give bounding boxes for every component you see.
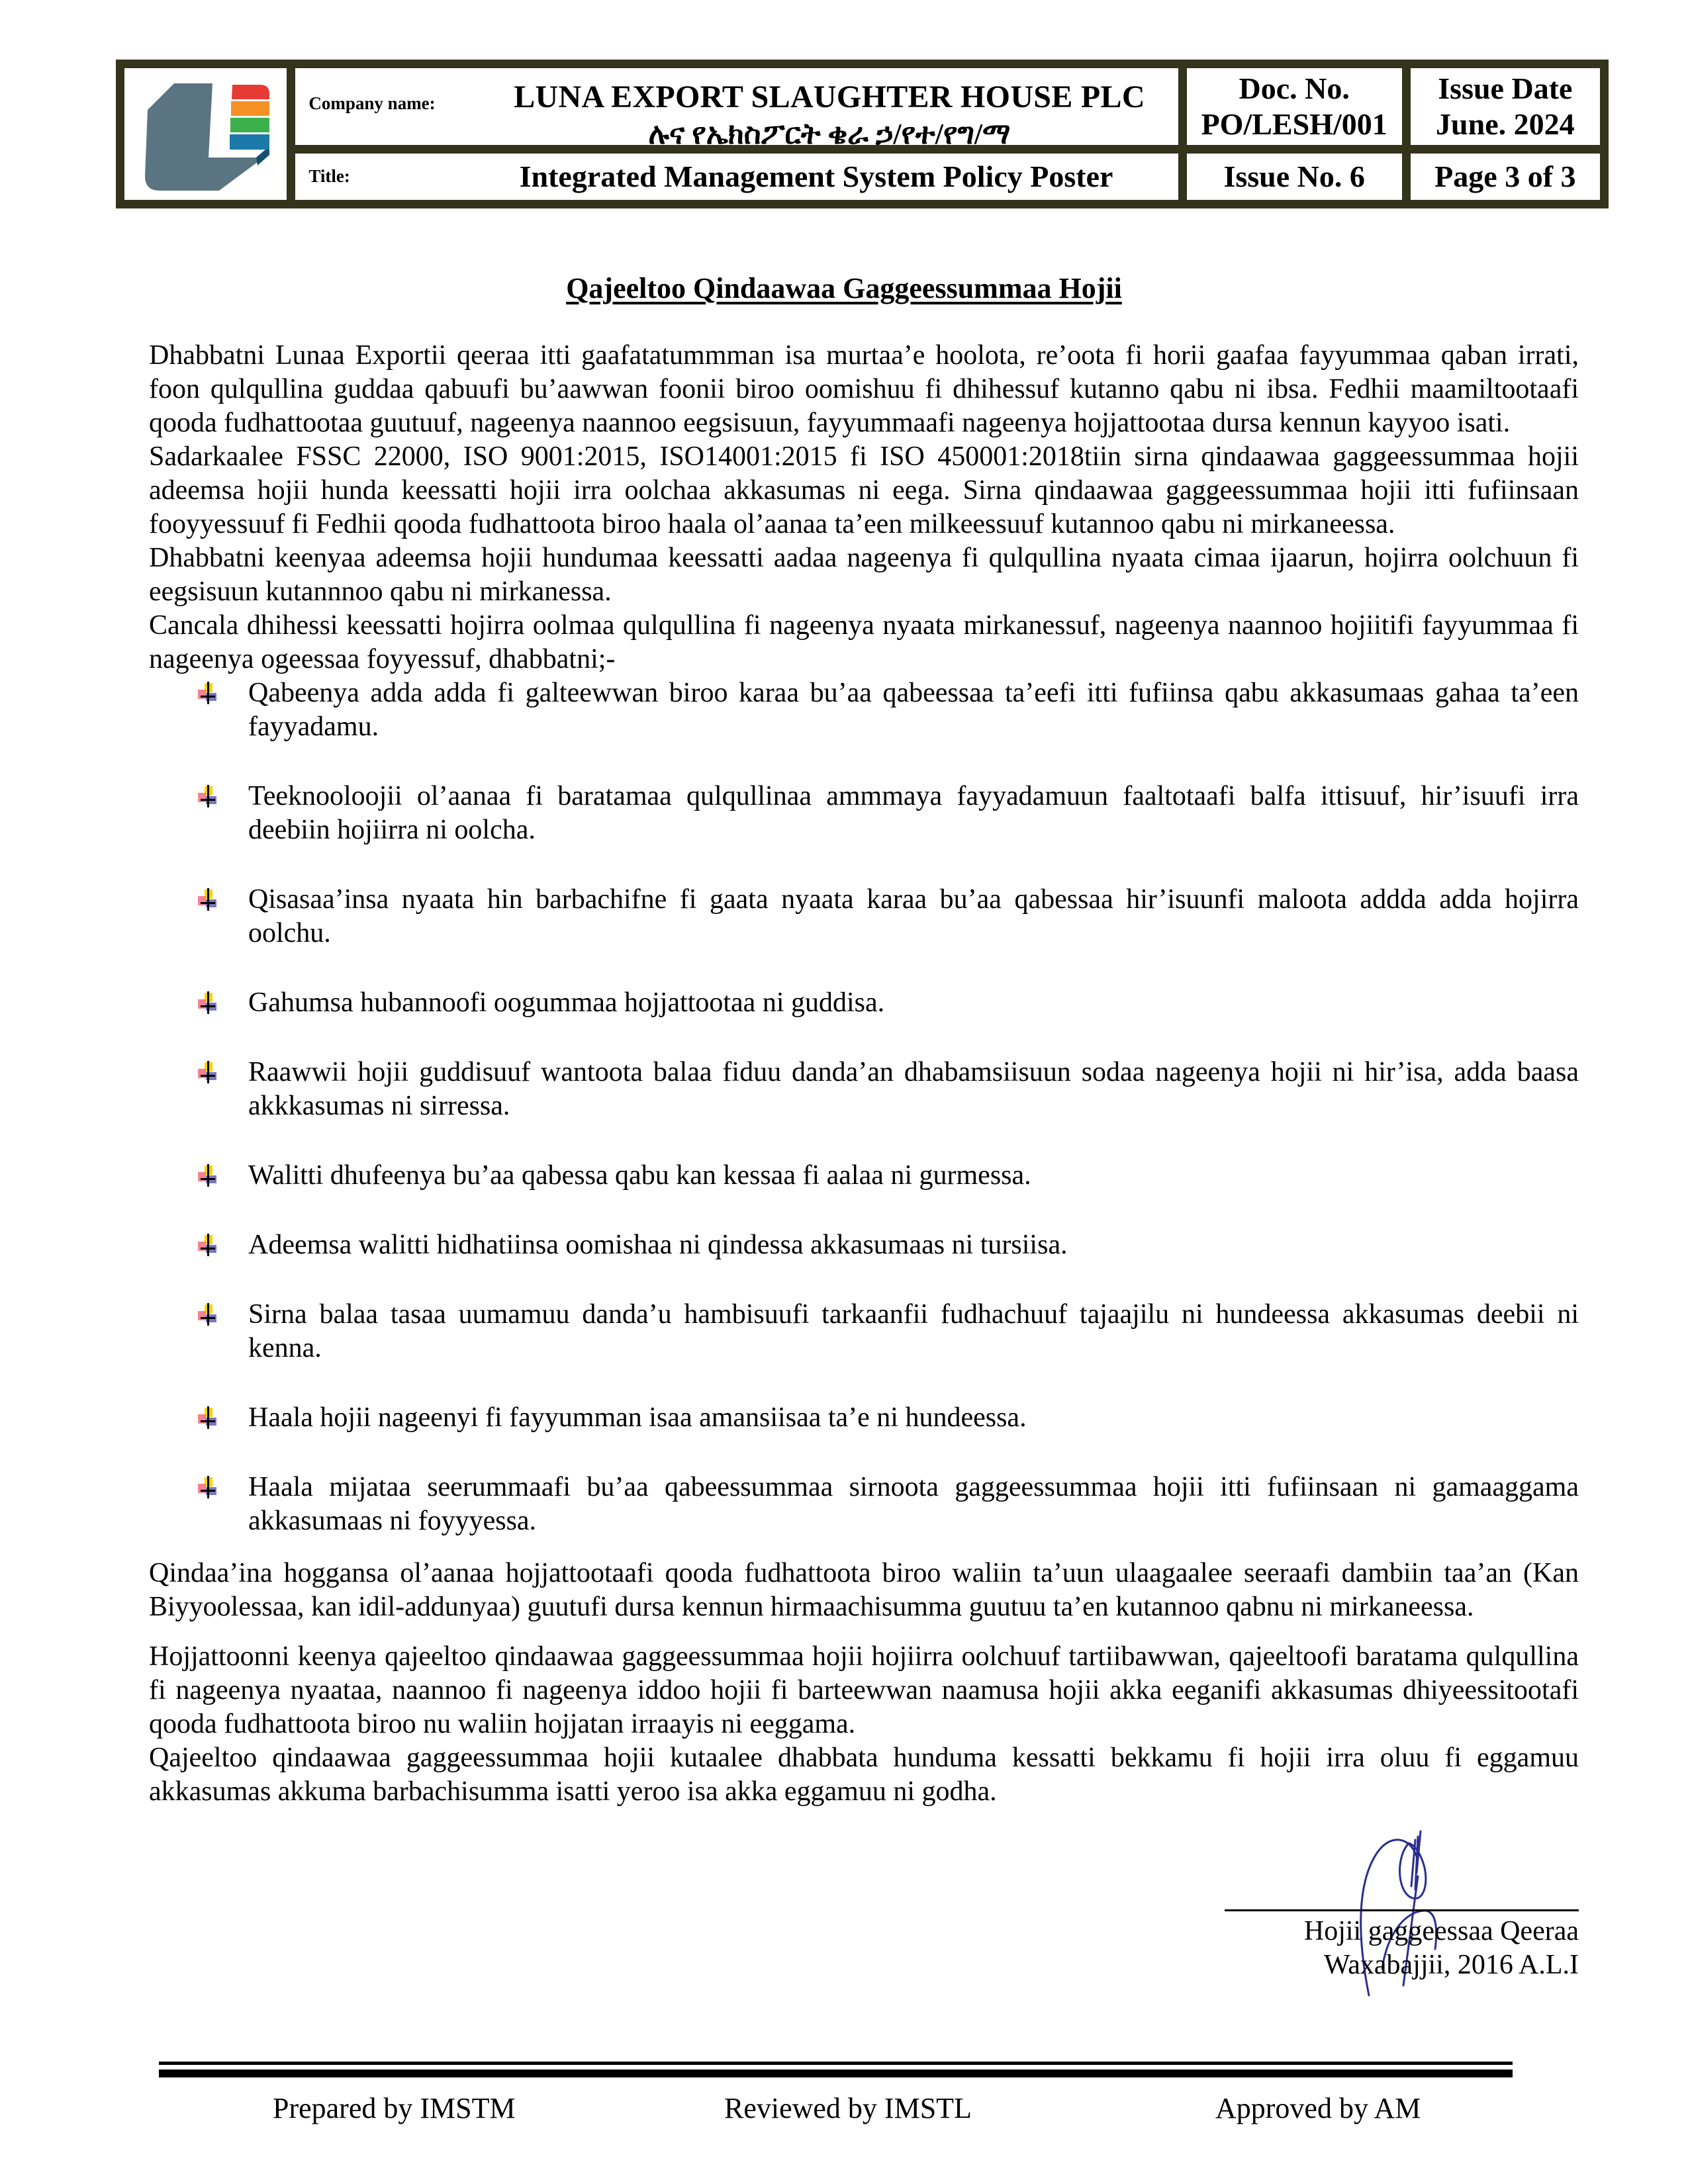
list-item-text: Adeemsa walitti hidhatiinsa oomishaa ni qindessa akkasumaas ni tursiisa.	[248, 1230, 1068, 1260]
doc-number-label: Doc. No.	[1239, 71, 1350, 105]
intro-paragraph: Dhabbatni Lunaa Exportii qeeraa itti gaafatatummman isa murtaa’e hoolota, re’oota fi horii gaafaa fayyummaa qaban irrati, foon qulqullina guddaa qabuufi bu’aawwan foonii biroo oomishuu fi dhihessuf kutanno qabu ni ibsa. Fedhii maamiltootaafi qooda fudhattootaa guutuuf, nageenya naannoo eegsisuun, fayyummaafi nageenya hojjattootaa dursa kennun kayyoo isati.	[149, 340, 1579, 438]
luna-logo-icon	[140, 71, 272, 194]
footer-divider-thick	[159, 2070, 1513, 2077]
doc-number-value: PO/LESH/001	[1201, 107, 1387, 141]
colored-plus-bullet-icon	[197, 785, 219, 807]
closing-paragraph: Hojjattoonni keenya qajeeltoo qindaawaa gaggeessummaa hojii hojiirra oolchuuf tartiibawwan, qajeeltoofi baratama qulqullina fi nageenya nyaataa, naannoo fi nageenya iddoo hojii fi barteewwan naamusa hojii akka eeganifi akkasumas dhiyeessitootafi qooda fudhattoota biroo nu waliin hojjatan irraayis ni eeggama.	[149, 1641, 1579, 1739]
company-name-cell	[291, 64, 1182, 150]
intro-paragraph: Sadarkaalee FSSC 22000, ISO 9001:2015, ISO14001:2015 fi ISO 450001:2018tiin sirna qindaawaa gaggeessummaa hojii adeemsa hojii hunda keessatti hojii irra oolchaa akkasumas ni eega. Sirna qindaawaa gaggeessummaa hojii itti fufiinsaan fooyyessuuf fi Fedhii qooda fudhattoota biroo haala ol’aanaa ta’een milkeessuuf kutannoo qabu ni mirkaneessa.	[149, 441, 1579, 539]
company-name-label: Company name:	[308, 93, 436, 113]
list-item	[149, 1471, 1579, 1538]
list-item-text: Gahumsa hubannoofi oogummaa hojjattootaa ni guddisa.	[248, 987, 885, 1018]
footer-divider-thin	[159, 2062, 1513, 2065]
list-item	[149, 1056, 1579, 1123]
signer-title: Hojii gaggeessaa Qeeraa	[1303, 1916, 1579, 1946]
colored-plus-bullet-icon	[197, 888, 219, 911]
list-item	[149, 986, 1579, 1020]
page-number: Page 3 of 3	[1434, 159, 1576, 193]
colored-plus-bullet-icon	[197, 1406, 219, 1429]
document-control-header	[116, 60, 1609, 208]
issue-number-cell	[1182, 149, 1406, 204]
doc-number-cell	[1182, 64, 1406, 150]
list-item-text: Sirna balaa tasaa uumamuu danda’u hambisuufi tarkaanfii fudhachuuf tajaajilu ni hundeessa akkasumas deebii ni kenna.	[248, 1299, 1579, 1363]
list-item-text: Teeknooloojii ol’aanaa fi baratamaa qulqullinaa ammmaya fayyadamuun faaltotaafi balfa ittisuuf, hir’isuufi irra deebiin hojiirra ni oolcha.	[248, 781, 1579, 845]
list-item-text: Raawwii hojii guddisuuf wantoota balaa fiduu danda’an dhabamsiisuun sodaa nageenya hojii ni hir’isa, adda baasa akkkasumas ni sirressa.	[248, 1057, 1579, 1121]
issue-date-label: Issue Date	[1438, 71, 1573, 105]
list-item	[149, 1298, 1579, 1365]
closing-paragraph: Qindaa’ina hoggansa ol’aanaa hojjattootaafi qooda fudhattoota biroo waliin ta’uun ulaagaalee seeraafi dambiin taa’an (Kan Biyyoolessaa, kan idil-addunyaa) guutufi dursa kennun hirmaachisumma guutuu ta’en kutannoo qabnu ni mirkaneessa.	[149, 1558, 1579, 1622]
issue-number: Issue No. 6	[1223, 159, 1365, 193]
list-item-text: Haala hojii nageenyi fi fayyumman isaa amansiisaa ta’e ni hundeessa.	[248, 1402, 1027, 1433]
policy-heading: Qajeeltoo Qindaawaa Gaggeessummaa Hojii	[566, 272, 1122, 304]
signature-line	[1225, 1909, 1579, 1911]
list-item	[149, 1401, 1579, 1435]
document-title: Integrated Management System Policy Poster	[519, 159, 1113, 194]
list-item-text: Qabeenya adda adda fi galteewwan biroo karaa bu’aa qabeessaa ta’eefi itti fufiinsa qabu akkasumaas gahaa ta’een fayyadamu.	[248, 678, 1579, 742]
logo-cell	[120, 64, 291, 205]
intro-paragraph: Cancala dhihessi keessatti hojirra oolmaa qulqullina fi nageenya nyaata mirkanessuf, nageenya naannoo hojiitifi fayyummaa fi nageenya ogeessaa foyyessuf, dhabbatni;-	[149, 610, 1579, 674]
list-item	[149, 1228, 1579, 1262]
colored-plus-bullet-icon	[197, 1234, 219, 1256]
colored-plus-bullet-icon	[197, 1164, 219, 1187]
closing-paragraph: Qajeeltoo qindaawaa gaggeessummaa hojii kutaalee dhabbata hunduma kessatti bekkamu fi hojii irra oluu fi eggamuu akkasumas akkuma barbachisumma isatti yeroo isa akka eggamuu ni godha.	[149, 1743, 1579, 1807]
company-name-english: LUNA EXPORT SLAUGHTER HOUSE PLC	[514, 79, 1145, 114]
policy-body	[149, 339, 1579, 1809]
list-item	[149, 1159, 1579, 1193]
prepared-by: Prepared by IMSTM	[273, 2092, 516, 2124]
title-label: Title:	[308, 166, 350, 187]
colored-plus-bullet-icon	[197, 682, 219, 704]
list-item-text: Qisasaa’insa nyaata hin barbachifne fi gaata nyaata karaa bu’aa qabessaa hir’isuunfi maloota addda adda hojirra oolchu.	[248, 884, 1579, 948]
intro-paragraph: Dhabbatni keenyaa adeemsa hojii hundumaa keessatti aadaa nageenya fi qulqullina nyaata cimaa ijaarun, hojirra oolchuun fi eegsisuun kutannnoo qabu ni mirkanessa.	[149, 543, 1579, 607]
commitments-list	[149, 676, 1579, 1538]
list-item-text: Walitti dhufeenya bu’aa qabessa qabu kan kessaa fi aalaa ni gurmessa.	[248, 1160, 1031, 1191]
document-title-cell	[291, 149, 1182, 204]
page-number-cell	[1406, 149, 1604, 204]
signer-block	[1304, 1915, 1579, 1982]
issue-date-value: June. 2024	[1436, 107, 1575, 141]
issue-date-cell	[1406, 64, 1604, 150]
list-item-text: Haala mijataa seerummaafi bu’aa qabeessummaa sirnoota gaggeessummaa hojii itti fufiinsaan ni gamaaggama akkasumaas ni foyyyessa.	[248, 1472, 1579, 1536]
colored-plus-bullet-icon	[197, 1303, 219, 1326]
colored-plus-bullet-icon	[197, 1061, 219, 1083]
list-item	[149, 676, 1579, 744]
list-item	[149, 780, 1579, 847]
company-name-amharic: ሉና የኤክስፖርት ቄራ ኃ/የተ/የግ/ማ	[648, 117, 1011, 150]
colored-plus-bullet-icon	[197, 1476, 219, 1498]
approved-by: Approved by AM	[1215, 2092, 1421, 2124]
colored-plus-bullet-icon	[197, 991, 219, 1014]
list-item	[149, 883, 1579, 950]
signature-date: Waxabajjii, 2016 A.L.I	[1323, 1950, 1579, 1980]
reviewed-by: Reviewed by IMSTL	[724, 2092, 972, 2124]
